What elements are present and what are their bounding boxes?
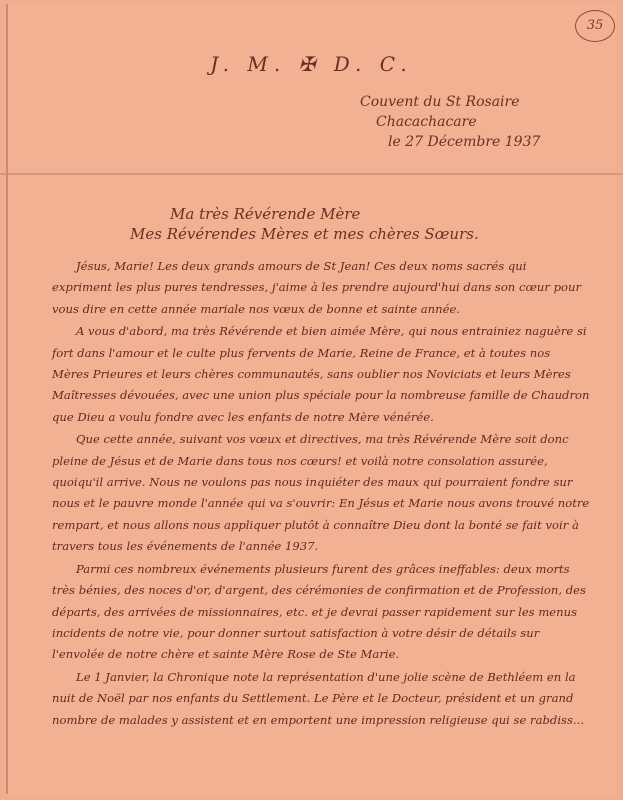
paragraph-2: A vous d'abord, ma très Révérende et bien aimée Mère, qui nous entrainiez naguère si fort dans l'amour et le culte plus fervents de Marie, Reine de France, et à toutes nos Mères Prieures et leurs chères communautés, sans oublier nos Noviciats et leurs Mères Maîtresses dévouées, avec une union plus spéciale pour la nombreuse famille de Chaudron que Dieu a voulu fondre avec les enfants de notre Mère vénérée. <box>52 324 590 424</box>
letter-heading <box>360 92 560 152</box>
salutation-line-2: Mes Révérendes Mères et mes chères Sœurs. <box>130 225 479 243</box>
page-number: 35 <box>575 10 615 42</box>
paragraph-3: Que cette année, suivant vos vœux et directives, ma très Révérende Mère soit donc pleine de Jésus et de Marie dans tous nos cœurs! et voilà notre consolation assurée, quoiqu'il arrive. Nous ne voulons pas nous inquiéter des maux qui pourraient fondre sur nous et le pauvre monde l'année qui va s'ouvrir: En Jésus et Marie nous avons trouvé notre rempart, et nous allons nous appliquer plutôt à connaître Dieu dont la bonté se fait voir à travers tous les événements de l'année 1937. <box>52 432 590 554</box>
paragraph-4: Parmi ces nombreux événements plusieurs furent des grâces ineffables: deux morts très bénies, des noces d'or, d'argent, des cérémonies de confirmation et de Profession, des départs, des arrivées de missionnaires, etc. et je devrai passer rapidement sur les menus incidents de notre vie, pour donner surtout satisfaction à votre désir de détails sur l'envolée de notre chère et sainte Mère Rose de Ste Marie. <box>52 561 586 662</box>
salutation-line-1: Ma très Révérende Mère <box>170 205 361 223</box>
paragraph-1: Jésus, Marie! Les deux grands amours de St Jean! Ces deux noms sacrés qui expriment les plus pures tendresses, j'aime à les prendre aujourd'hui dans son cœur pour vous dire en cette année mariale nos vœux de bonne et sainte année. <box>52 259 582 316</box>
header-monogram: J. M. ✠ D. C. <box>210 52 413 76</box>
letter-body <box>52 256 590 732</box>
heading-date: le 27 Décembre 1937 <box>388 134 541 150</box>
page-fold-line <box>0 173 623 175</box>
heading-city: Chacachacare <box>376 114 477 130</box>
paragraph-5: Le 1 Janvier, la Chronique note la représentation d'une jolie scène de Bethléem en la nuit de Noël par nos enfants du Settlement. Le Père et le Docteur, président et un grand nombre de malades y assistent et en emportent une impression religieuse qui se rabdiss... <box>52 669 585 727</box>
heading-place: Couvent du St Rosaire <box>360 94 520 110</box>
salutation <box>130 204 550 244</box>
